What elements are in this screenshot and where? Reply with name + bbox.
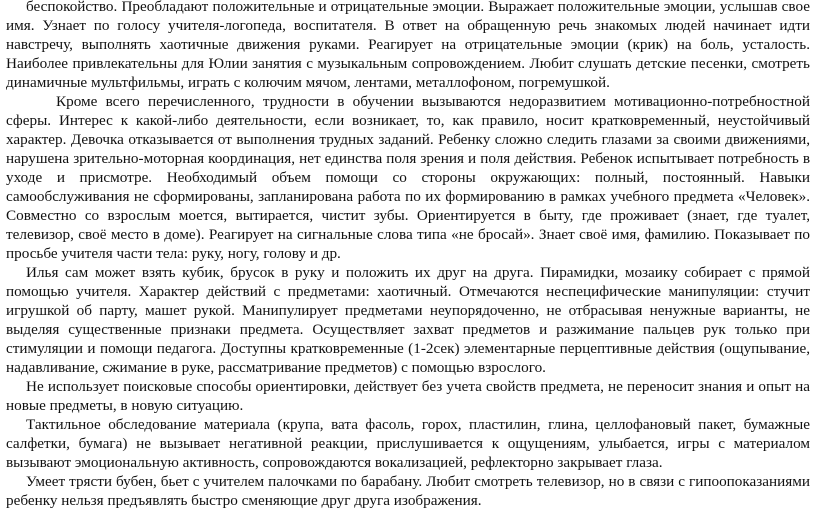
paragraph-continuation: беспокойство. Преобладают положительные и отрицательные эмоции. Выражает положительные эмоции, услышав свое имя. Узнает по голосу учителя-логопеда, воспитателя. В ответ на обращенную речь знакомых людей начинает идти навстречу, выполнять хаотичные движения руками. Реагирует на отрицательные эмоции (крик) на боль, усталость. Наиболее привлекательны для Юлии занятия с музыкальным сопровождением. Любит слушать детские песенки, смотреть динамичные мультфильмы, играть с колючим мячом, лентами, металлофоном, погремушкой. (6, 0, 810, 91)
paragraph-ilya-actions: Илья сам может взять кубик, брусок в руку и положить их друг на друга. Пирамидки, мозаику собирает с прямой помощью учителя. Характер действий с предметами: хаотичный. Отмечаются неспецифические манипуляции: стучит игрушкой об парту, машет рукой. Манипулирует предметами неупорядоченно, не отбрасывая ненужные варианты, не выделяя существенные признаки предмета. Осуществляет захват предметов и разжимание пальцев рук только при стимуляции и помощи педагога. Доступны кратковременные (1-2сек) элементарные перцептивные действия (ощупывание, надавливание, сжимание в руке, рассматривание предметов) с помощью взрослого. (6, 264, 810, 376)
paragraph-orientation: Не использует поисковые способы ориентировки, действует без учета свойств предмета, не переносит знания и опыт на новые предметы, в новую ситуацию. (6, 378, 810, 414)
paragraph-motivation: Кроме всего перечисленного, трудности в обучении вызываются недоразвитием мотивационно-потребностной сферы. Интерес к какой-либо деятельности, если возникает, то, как правило, носит кратковременный, неустойчивый характер. Девочка отказывается от выполнения трудных заданий. Ребенку сложно следить глазами за своими движениями, нарушена зрительно-моторная координация, нет единства поля зрения и поля действия. Ребенок испытывает потребность в уходе и присмотре. Необходимый объем помощи со стороны окружающих: полный, постоянный. Навыки самообслуживания не сформированы, запланирована работа по их формированию в рамках учебного предмета «Человек». Совместно со взрослым моется, вытирается, чистит зубы. Ориентируется в быту, где проживает (знает, где туалет, телевизор, своё место в доме). Реагирует на сигнальные слова типа «не бросай». Знает своё имя, фамилию. Показывает по просьбе учителя части тела: руку, ногу, голову и др. (6, 93, 810, 262)
paragraph-drum: Умеет трясти бубен, бьет с учителем палочками по барабану. Любит смотреть телевизор, но в связи с гипоопоказаниями ребенку нельзя предъявлять быстро сменяющие друг друга изображения. (6, 473, 810, 509)
document-page (6, 0, 810, 510)
paragraph-tactile: Тактильное обследование материала (крупа, вата фасоль, горох, пластилин, глина, целлофановый пакет, бумажные салфетки, бумага) не вызывает негативной реакции, прислушивается к ощущениям, улыбается, игры с материалом вызывают эмоциональную активность, сопровождаются вокализацией, рефлекторно закрывает глаза. (6, 416, 810, 471)
